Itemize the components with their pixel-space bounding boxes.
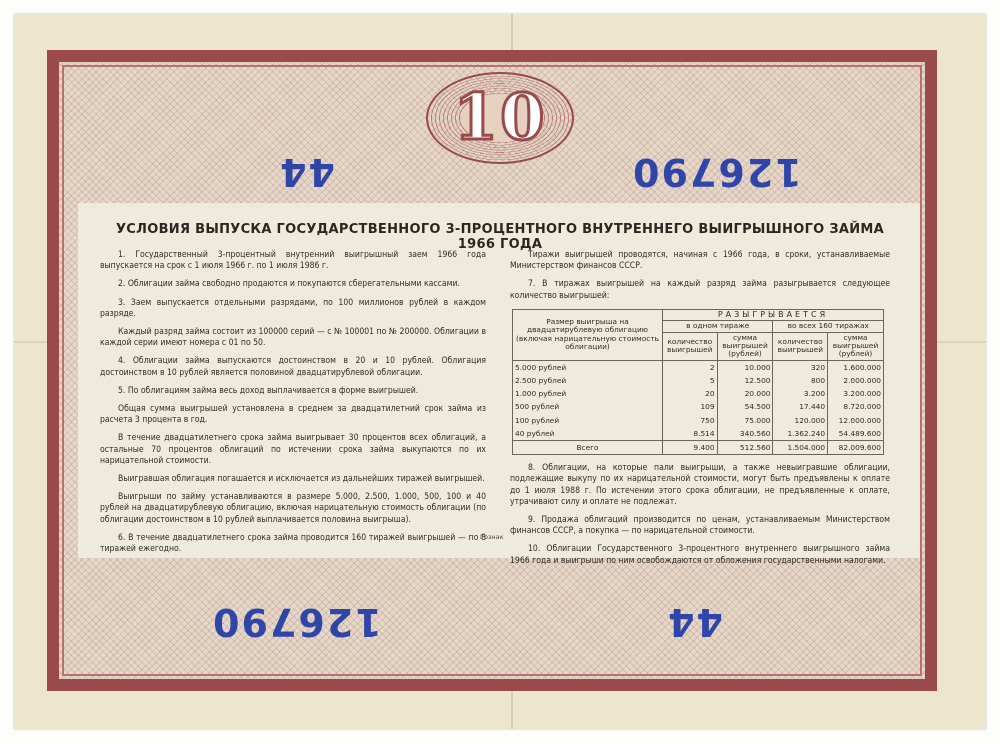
prize-label: 2.500 рублей (513, 374, 663, 387)
sum-header: сумма выигрышей (рублей) (717, 332, 773, 360)
cell: 750 (663, 414, 718, 427)
condition-paragraph: Выигрыши по займу устанавливаются в размере 5.000, 2.500, 1.000, 500, 100 и 40 рублей на двадцатирублевую облигацию, включая нарицательную стоимость облигации (по облигации достоинством в 10 рублей выплачивается половина выигрыша). (100, 492, 486, 525)
cell: 120.000 (773, 414, 828, 427)
one-draw-header: в одном тираже (663, 321, 773, 332)
prize-size-header: Размер выигрыша на двадцатирублевую облигацию (включая нарицательную стоимость облигации) (513, 309, 663, 360)
cell: 320 (773, 360, 828, 374)
prize-label: 100 рублей (513, 414, 663, 427)
table-total-row (513, 441, 884, 455)
condition-paragraph: 2. Облигации займа свободно продаются и покупаются сберегательными кассами. (118, 279, 460, 290)
table-row (513, 414, 884, 427)
cell: 20.000 (717, 387, 773, 400)
table-row (513, 360, 884, 374)
condition-paragraph: 10. Облигации Государственного 3-процентного внутреннего выигрышного займа 1966 года и выигрыши по ним освобождаются от обложения государственными налогами. (510, 544, 890, 566)
condition-paragraph: В течение двадцатилетнего срока займа выигрывает 30 процентов всех облигаций, а остальные 70 процентов облигаций по истечении срока займа выкупаются по их нарицательной стоимости. (100, 433, 486, 466)
condition-paragraph: 3. Заем выпускается отдельными разрядами, по 100 миллионов рублей в каждом разряде. (100, 297, 486, 319)
denomination-rosette (426, 72, 574, 164)
quantity-header: количество выигрышей (773, 332, 828, 360)
prize-table (512, 309, 884, 455)
serial-number-bottom-left: 126790 (211, 600, 382, 644)
cell: 512.560 (717, 441, 773, 455)
condition-paragraph: 7. В тиражах выигрышей на каждый разряд займа разыгрывается следующее количество выигрышей: (510, 279, 890, 301)
denomination-value: 10 (453, 80, 547, 155)
condition-paragraph: Общая сумма выигрышей установлена в среднем за двадцатилетний срок займа из расчета 3 процента в год. (100, 404, 486, 426)
condition-paragraph: 6. В течение двадцатилетнего срока займа проводится 160 тиражей выигрышей — по 8 тиражей ежегодно. (100, 532, 486, 555)
cell: 1.362.240 (773, 427, 828, 441)
cell: 2 (663, 360, 718, 374)
cell: 10.000 (717, 360, 773, 374)
cell: 54.500 (717, 400, 773, 413)
cell: 800 (773, 374, 828, 387)
cell: 109 (663, 400, 718, 413)
condition-paragraph: 5. По облигациям займа весь доход выплачивается в форме выигрышей. (118, 385, 419, 396)
prize-label: 500 рублей (513, 400, 663, 413)
cell: 12.000.000 (828, 414, 884, 427)
cell: 9.400 (663, 441, 718, 455)
condition-paragraph: 8. Облигации, на которые пали выигрыши, а также невыигравшие облигации, подлежащие выкупу по их нарицательной стоимости, могут быть предъявлены к оплате до 1 июля 1988 г. По истечении этого срока облигации, не предъявленные к оплате, утрачивают силу и оплате не подлежат. (510, 463, 890, 507)
cell: 1.504.000 (773, 441, 828, 455)
cell: 340.560 (717, 427, 773, 441)
condition-paragraph: Выигравшая облигация погашается и исключается из дальнейших тиражей выигрышей. (118, 474, 485, 485)
conditions-right-column (510, 250, 890, 574)
cell: 54.489.600 (828, 427, 884, 441)
condition-paragraph: Каждый разряд займа состоит из 100000 серий — с № 100001 по № 200000. Облигации в каждой серии имеют номера с 01 по 50. (100, 327, 486, 349)
table-row (513, 427, 884, 441)
series-number-top-left: 44 (278, 150, 335, 194)
serial-number-top-right: 126790 (631, 150, 802, 194)
cell: 75.000 (717, 414, 773, 427)
series-number-bottom-right: 44 (666, 600, 723, 644)
cell: 3.200 (773, 387, 828, 400)
table-row (513, 387, 884, 400)
condition-paragraph: 1. Государственный 3-процентный внутренний выигрышный заем 1966 года выпускается на срок с 1 июля 1966 г. по 1 июля 1986 г. (100, 250, 486, 272)
drawn-group-header: РАЗЫГРЫВАЕТСЯ (663, 309, 884, 320)
printer-mark: Гознак (480, 533, 504, 541)
quantity-header: количество выигрышей (663, 332, 718, 360)
prize-label: 5.000 рублей (513, 360, 663, 374)
cell: 5 (663, 374, 718, 387)
cell: 8.514 (663, 427, 718, 441)
cell: 1.600.000 (828, 360, 884, 374)
condition-paragraph: 4. Облигации займа выпускаются достоинством в 20 и 10 рублей. Облигация достоинством в 10 рублей является половиной двадцатирублевой облигации. (100, 356, 486, 378)
document-title: УСЛОВИЯ ВЫПУСКА ГОСУДАРСТВЕННОГО 3-ПРОЦЕНТНОГО ВНУТРЕННЕГО ВЫИГРЫШНОГО ЗАЙМА 1966 ГОДА (115, 222, 885, 252)
all-draws-header: во всех 160 тиражах (773, 321, 884, 332)
cell: 12.500 (717, 374, 773, 387)
cell: 17.440 (773, 400, 828, 413)
prize-label: 1.000 рублей (513, 387, 663, 400)
cell: 20 (663, 387, 718, 400)
cell: 2.000.000 (828, 374, 884, 387)
cell: 82.009.600 (828, 441, 884, 455)
table-row (513, 374, 884, 387)
total-label: Всего (513, 441, 663, 455)
condition-paragraph: Тиражи выигрышей проводятся, начиная с 1966 года, в сроки, устанавливаемые Министерством финансов СССР. (510, 250, 890, 272)
prize-label: 40 рублей (513, 427, 663, 441)
conditions-left-column (100, 250, 486, 562)
condition-paragraph: 9. Продажа облигаций производится по ценам, устанавливаемым Министерством финансов СССР, а покупка — по нарицательной стоимости. (510, 515, 890, 537)
cell: 3.200.000 (828, 387, 884, 400)
table-row (513, 400, 884, 413)
cell: 8.720.000 (828, 400, 884, 413)
sum-header: сумма выигрышей (рублей) (828, 332, 884, 360)
